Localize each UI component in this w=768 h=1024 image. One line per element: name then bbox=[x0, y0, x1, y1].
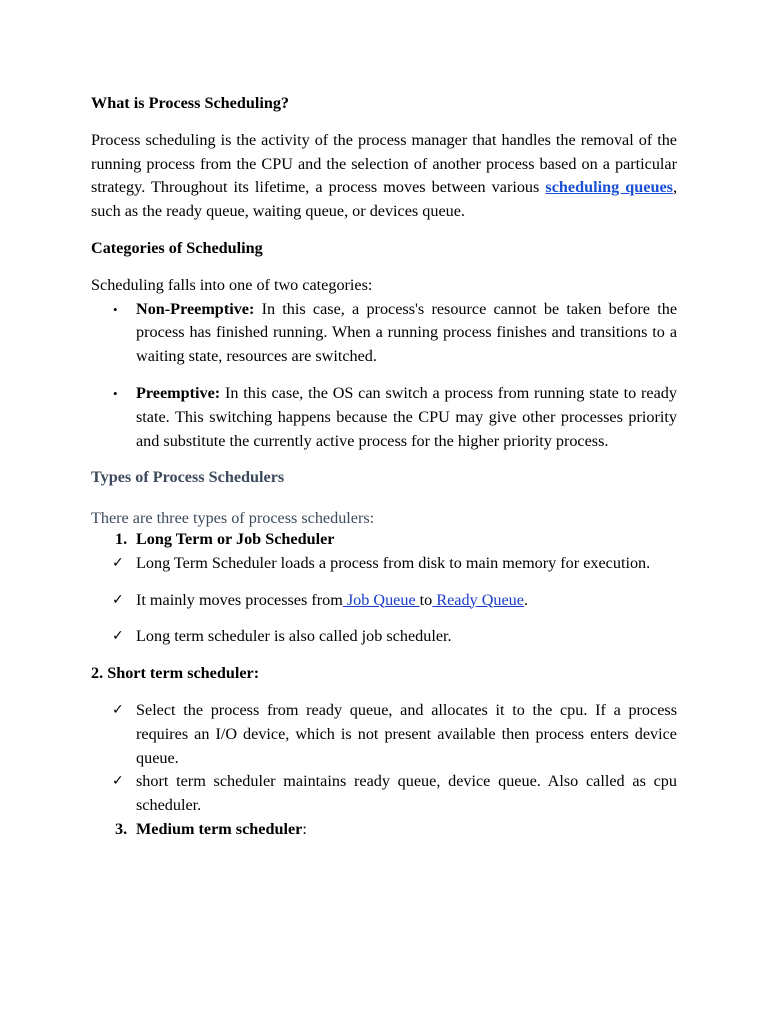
checkmark-icon: ✓ bbox=[112, 628, 124, 645]
list-item-non-preemptive bbox=[91, 298, 677, 369]
check-item-text: It mainly moves processes from bbox=[136, 590, 343, 609]
check-item-loads-process bbox=[91, 552, 677, 576]
check-item-job-scheduler bbox=[91, 625, 677, 649]
link-scheduling-queues[interactable]: scheduling queues bbox=[545, 178, 673, 197]
category-list bbox=[91, 298, 677, 454]
checkmark-icon: ✓ bbox=[112, 701, 124, 718]
item-title-colon: : bbox=[302, 819, 307, 838]
link-ready-queue[interactable]: Ready Queue bbox=[432, 590, 524, 609]
item-title-long-term: Long Term or Job Scheduler bbox=[136, 529, 335, 548]
check-item-text: to bbox=[419, 590, 433, 609]
item-title-medium-term: Medium term scheduler bbox=[136, 819, 303, 838]
item-number: 1. bbox=[115, 529, 128, 548]
check-item-text: Long term scheduler is also called job scheduler. bbox=[136, 627, 452, 646]
check-item-text: . bbox=[523, 590, 529, 609]
check-item-text: Long Term Scheduler loads a process from disk to main memory for execution. bbox=[136, 553, 651, 572]
checkmark-icon: ✓ bbox=[112, 591, 124, 608]
paragraph-categories: Scheduling falls into one of two categories: bbox=[91, 275, 373, 294]
check-item-text: Select the process from ready queue, and allocates it to the cpu. If a process requires an I/O device, which is not present available then process enters device queue. bbox=[136, 700, 677, 767]
paragraph-process-scheduling bbox=[91, 129, 677, 224]
term-non-preemptive: Non-Preemptive: bbox=[136, 299, 255, 318]
heading-process-scheduling: What is Process Scheduling? bbox=[91, 94, 290, 112]
numbered-item-medium-term bbox=[91, 818, 677, 842]
paragraph-text: , such as the ready queue, waiting queue, or devices queue. bbox=[91, 178, 678, 221]
heading-categories: Categories of Scheduling bbox=[91, 238, 263, 257]
list-item-text: In this case, a process's resource cannot be taken before the process has finished running. When a running process finishes and transitions to a waiting state, resources are switched. bbox=[136, 299, 677, 366]
check-item-maintains-queue bbox=[91, 770, 677, 818]
heading-types-of-schedulers: Types of Process Schedulers bbox=[91, 468, 285, 487]
bullet-icon: • bbox=[113, 385, 118, 401]
check-item-moves-processes bbox=[91, 589, 677, 613]
link-job-queue[interactable]: Job Queue bbox=[342, 590, 420, 609]
document-body bbox=[91, 92, 677, 842]
check-item-text: short term scheduler maintains ready queue, device queue. Also called as cpu scheduler. bbox=[136, 772, 677, 815]
checkmark-icon: ✓ bbox=[112, 554, 124, 571]
list-item-preemptive bbox=[91, 382, 677, 453]
list-item-text: In this case, the OS can switch a process from running state to ready state. This switching happens because the CPU may give other processes priority and substitute the currently active process for the higher priority process. bbox=[136, 383, 677, 450]
heading-short-term-scheduler: 2. Short term scheduler: bbox=[91, 664, 260, 683]
paragraph-text: Process scheduling is the activity of the process manager that handles the removal of the running process from the CPU and the selection of another process based on a particular strategy. Throughout its lifetime, a process moves between various bbox=[91, 130, 677, 197]
paragraph-types: There are three types of process schedulers: bbox=[91, 509, 375, 528]
checkmark-icon: ✓ bbox=[112, 773, 124, 790]
bullet-icon: • bbox=[113, 301, 118, 317]
check-item-select-process bbox=[91, 699, 677, 770]
numbered-item-long-term bbox=[91, 528, 677, 552]
item-number: 3. bbox=[115, 819, 128, 838]
term-preemptive: Preemptive: bbox=[136, 383, 221, 402]
